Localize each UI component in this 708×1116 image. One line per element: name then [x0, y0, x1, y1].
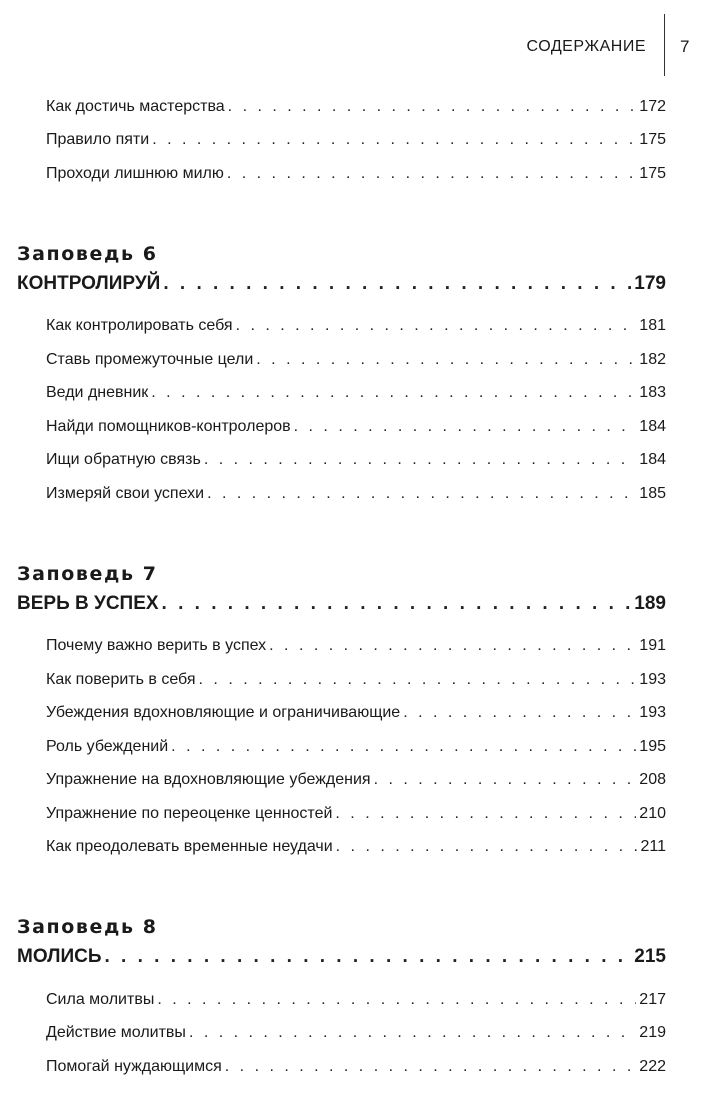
- toc-entry-title: Действие молитвы: [46, 1024, 186, 1042]
- toc-entry-page: 175: [639, 164, 666, 182]
- dot-leader: [157, 990, 636, 1010]
- section-page: 179: [634, 272, 666, 294]
- dot-leader: [225, 1057, 637, 1077]
- dot-leader: [336, 837, 638, 857]
- toc-section-7: [17, 561, 666, 865]
- toc-entry-title: Роль убеждений: [46, 737, 169, 755]
- toc-entry[interactable]: [17, 1050, 666, 1084]
- dot-leader: [256, 350, 636, 370]
- toc-entry-page: 182: [639, 350, 666, 368]
- dot-leader: [227, 164, 636, 184]
- toc-entry-title: Упражнение на вдохновляющие убеждения: [46, 771, 371, 789]
- section-number: Заповедь 7: [17, 562, 158, 585]
- dot-leader: [236, 316, 637, 336]
- toc-entry-page: 193: [639, 670, 666, 688]
- toc-entry-title: Ищи обратную связь: [46, 451, 201, 469]
- toc-entry-page: 195: [639, 737, 666, 755]
- dot-leader: [269, 636, 636, 656]
- toc-entry-page: 208: [639, 771, 666, 789]
- toc-entry-page: 210: [639, 804, 666, 822]
- toc-entry-title: Измеряй свои успехи: [46, 484, 205, 502]
- toc-entry[interactable]: [17, 983, 666, 1017]
- toc-entry-page: 181: [639, 317, 666, 335]
- section-title-row[interactable]: [17, 587, 666, 621]
- dot-leader: [207, 484, 636, 504]
- section-number: Заповедь 6: [17, 242, 158, 265]
- toc-entry-title: Веди дневник: [46, 384, 149, 402]
- toc-entry[interactable]: [17, 630, 666, 664]
- toc-entry-page: 193: [639, 704, 666, 722]
- dot-leader: [162, 590, 632, 618]
- toc-entry[interactable]: [17, 797, 666, 831]
- section-title: МОЛИСЬ: [17, 946, 102, 967]
- toc-entry-page: 211: [640, 838, 666, 856]
- toc-entry-page: 175: [639, 131, 666, 149]
- toc-section-6: [17, 241, 666, 511]
- dot-leader: [374, 770, 637, 790]
- toc-entry[interactable]: [17, 764, 666, 798]
- section-entries: [17, 983, 666, 1084]
- toc-entry-title: Проходи лишнюю милю: [46, 164, 224, 182]
- dot-leader: [152, 130, 636, 150]
- section-number: Заповедь 8: [17, 916, 158, 938]
- toc-entry[interactable]: [17, 444, 666, 478]
- dot-leader: [151, 383, 636, 403]
- toc-entry-page: 217: [639, 990, 666, 1008]
- toc-entry[interactable]: [17, 90, 666, 124]
- toc-entry-title: Помогай нуждающимся: [46, 1057, 222, 1075]
- toc-entry-title: Убеждения вдохновляющие и ограничивающие: [46, 704, 401, 722]
- toc-entry[interactable]: [17, 124, 666, 158]
- section-entries: [17, 310, 666, 511]
- dot-leader: [335, 804, 636, 824]
- dot-leader: [403, 703, 636, 723]
- section-title-row[interactable]: [17, 940, 666, 974]
- section-title-row[interactable]: [17, 267, 666, 301]
- toc-entry-page: 185: [639, 484, 666, 502]
- section-page: 215: [634, 946, 666, 967]
- toc-entry[interactable]: [17, 831, 666, 865]
- toc-section-8: [17, 914, 666, 1084]
- toc-entry-page: 219: [639, 1024, 666, 1042]
- toc-entry[interactable]: [17, 343, 666, 377]
- toc-entry-page: 183: [639, 384, 666, 402]
- toc-entry-title: Найди помощников-контролеров: [46, 417, 291, 435]
- toc-entry-page: 184: [639, 451, 666, 469]
- toc-entry[interactable]: [17, 663, 666, 697]
- dot-leader: [199, 670, 637, 690]
- toc-entry-page: 184: [639, 417, 666, 435]
- dot-leader: [163, 270, 631, 298]
- toc-entry-page: 191: [639, 637, 666, 655]
- dot-leader: [171, 737, 636, 757]
- toc-entry[interactable]: [17, 730, 666, 764]
- running-header-title: СОДЕРЖАНИЕ: [526, 38, 646, 55]
- toc-entry-title: Как поверить в себя: [46, 670, 196, 688]
- toc-entry[interactable]: [17, 1017, 666, 1051]
- toc-entry-title: Как контролировать себя: [46, 317, 233, 335]
- section-title: КОНТРОЛИРУЙ: [17, 272, 161, 294]
- toc-entry-title: Почему важно верить в успех: [46, 637, 267, 655]
- page-number: 7: [680, 37, 690, 56]
- toc-entry[interactable]: [17, 697, 666, 731]
- toc-entry-title: Правило пяти: [46, 131, 150, 149]
- section-page: 189: [634, 592, 666, 614]
- dot-leader: [294, 417, 637, 437]
- dot-leader: [189, 1023, 636, 1043]
- toc-entry-page: 172: [639, 97, 666, 115]
- toc-entry[interactable]: [17, 477, 666, 511]
- toc-entry-title: Сила молитвы: [46, 990, 155, 1008]
- toc-entry-title: Ставь промежуточные цели: [46, 350, 254, 368]
- toc-entry[interactable]: [17, 377, 666, 411]
- header-divider: [664, 14, 665, 76]
- dot-leader: [204, 450, 636, 470]
- dot-leader: [105, 943, 632, 971]
- toc-entry-page: 222: [639, 1057, 666, 1075]
- toc-entry[interactable]: [17, 157, 666, 191]
- toc-entry[interactable]: [17, 310, 666, 344]
- toc-entry-title: Упражнение по переоценке ценностей: [46, 804, 333, 822]
- section-title: ВЕРЬ В УСПЕХ: [17, 592, 159, 614]
- dot-leader: [228, 97, 637, 117]
- toc-entry[interactable]: [17, 410, 666, 444]
- section-entries: [17, 630, 666, 865]
- toc-entry-title: Как достичь мастерства: [46, 97, 225, 115]
- toc-content: [17, 90, 666, 1084]
- toc-entry-title: Как преодолевать временные неудачи: [46, 838, 333, 856]
